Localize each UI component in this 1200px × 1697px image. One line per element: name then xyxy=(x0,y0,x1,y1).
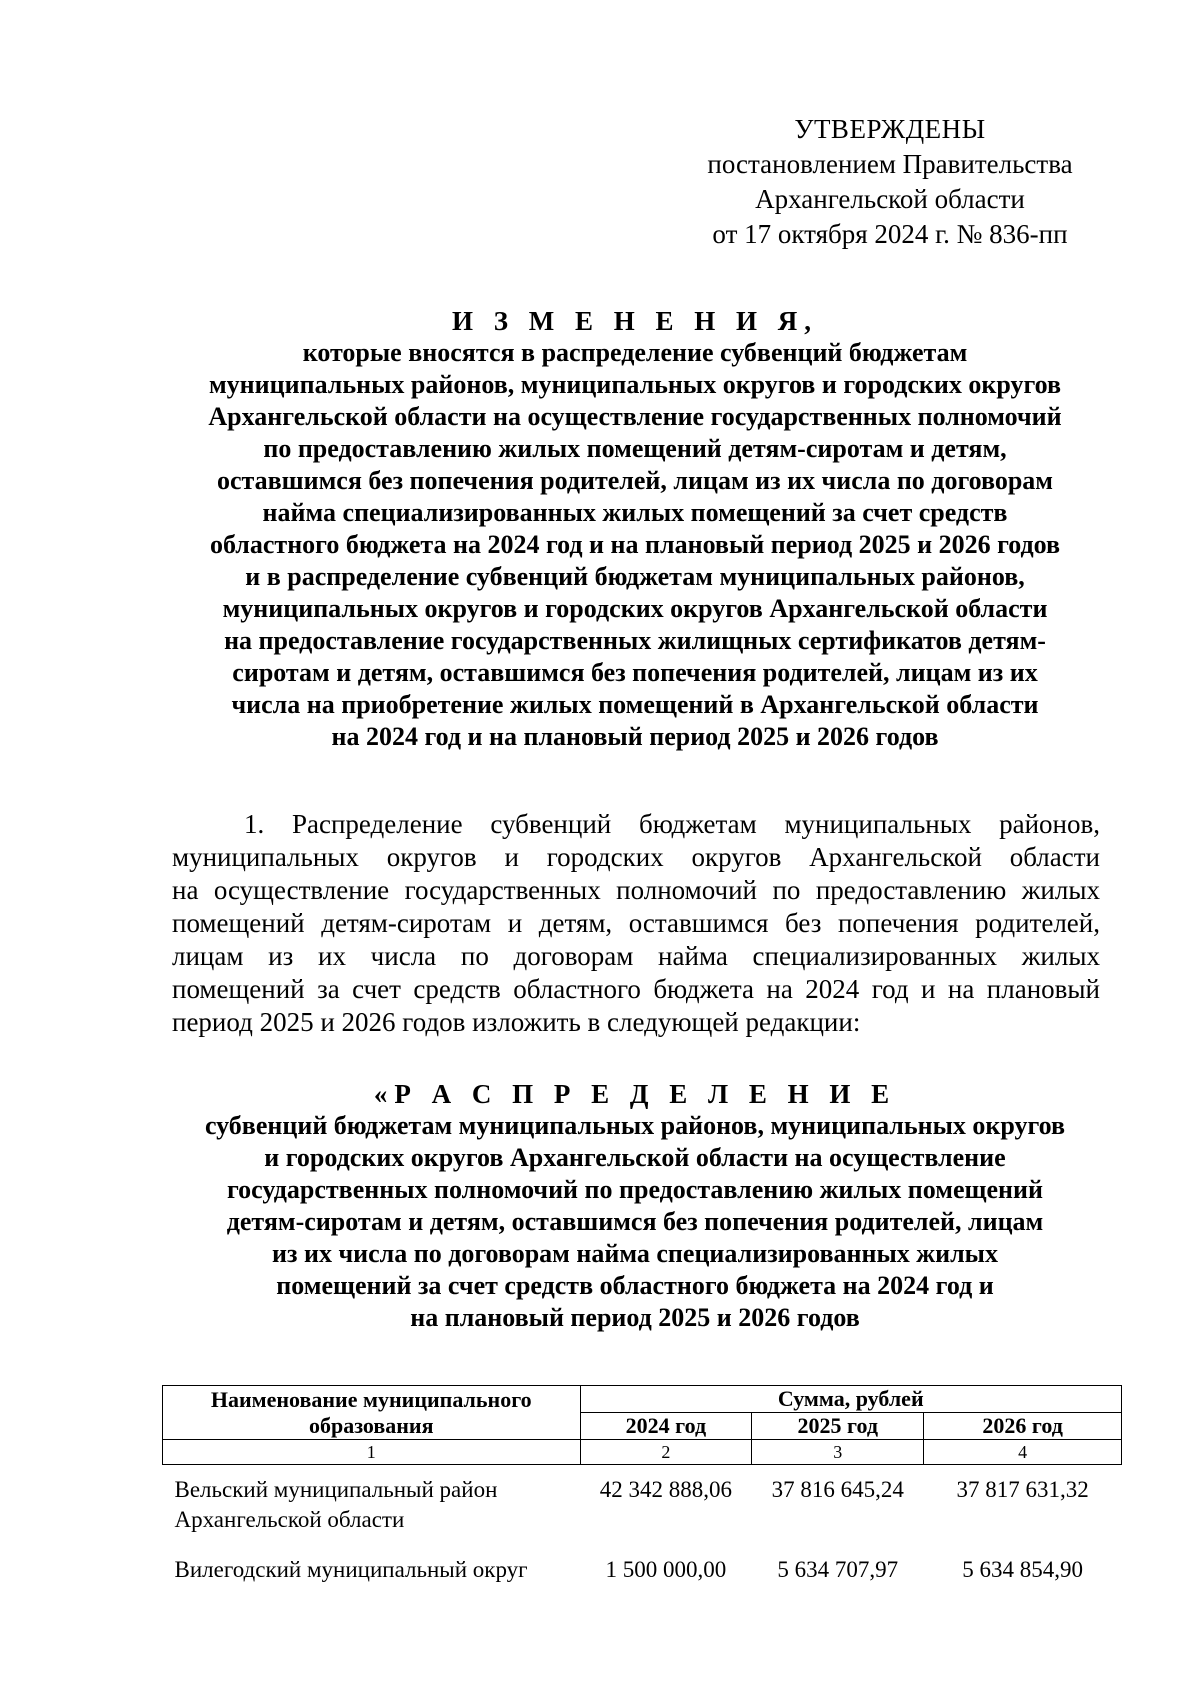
value-2024: 1 500 000,00 xyxy=(605,1557,727,1582)
municipality-name: Вилегодский муниципальный округ xyxy=(174,1557,528,1582)
year-header-2025: 2025 год xyxy=(752,1413,924,1440)
changes-line: Архангельской области на осуществление государственных полномочий xyxy=(208,402,1062,431)
table-row xyxy=(163,1465,1122,1546)
paragraph-line: на осуществление государственных полномочий по предоставлению жилых xyxy=(172,875,1100,905)
approval-label: УТВЕРЖДЕНЫ xyxy=(794,114,986,144)
changes-title: И З М Е Н Е Н И Я, xyxy=(451,306,818,336)
changes-line: числа на приобретение жилых помещений в Архангельской области xyxy=(231,690,1039,719)
paragraph-1 xyxy=(172,808,1100,1039)
distribution-line: на плановый период 2025 и 2026 годов xyxy=(410,1303,860,1332)
distribution-line: и городских округов Архангельской области на осуществление xyxy=(264,1143,1006,1172)
value-2025: 37 816 645,24 xyxy=(771,1477,904,1502)
distribution-line: государственных полномочий по предоставлению жилых помещений xyxy=(227,1175,1043,1204)
changes-line: муниципальных районов, муниципальных округов и городских округов xyxy=(208,370,1062,399)
paragraph-line: 1. Распределение субвенций бюджетам муниципальных районов, xyxy=(244,809,1100,839)
value-2025: 5 634 707,97 xyxy=(777,1557,899,1582)
value-2026: 5 634 854,90 xyxy=(962,1557,1083,1582)
value-2024: 42 342 888,06 xyxy=(599,1477,733,1502)
col-number: 2 xyxy=(580,1440,752,1465)
col-number: 4 xyxy=(924,1440,1122,1465)
col-number: 1 xyxy=(163,1440,581,1465)
paragraph-line: муниципальных округов и городских округов Архангельской области xyxy=(172,842,1100,872)
approval-line-3: от 17 октября 2024 г. № 836-пп xyxy=(712,219,1068,249)
col-number: 3 xyxy=(752,1440,924,1465)
paragraph-line: лицам из их числа по договорам найма специализированных жилых xyxy=(172,941,1100,971)
year-header-2026: 2026 год xyxy=(924,1413,1122,1440)
table-row xyxy=(163,1545,1122,1595)
paragraph-line: помещений детям-сиротам и детям, оставшимся без попечения родителей, xyxy=(172,908,1100,938)
sum-header: Сумма, рублей xyxy=(580,1386,1122,1413)
distribution-line: помещений за счет средств областного бюджета на 2024 год и xyxy=(276,1271,994,1300)
paragraph-line: период 2025 и 2026 годов изложить в следующей редакции: xyxy=(172,1007,861,1037)
approval-line-1: постановлением Правительства xyxy=(707,149,1073,179)
changes-line: найма специализированных жилых помещений за счет средств xyxy=(262,498,1008,527)
changes-line: на 2024 год и на плановый период 2025 и 2026 годов xyxy=(331,722,939,751)
distribution-title: «Р А С П Р Е Д Е Л Е Н И Е xyxy=(373,1079,897,1109)
approval-line-2: Архангельской области xyxy=(755,184,1025,214)
changes-line: областного бюджета на 2024 год и на плановый период 2025 и 2026 годов xyxy=(209,530,1061,559)
distribution-line: из их числа по договорам найма специализированных жилых xyxy=(272,1239,998,1268)
col-name-header: Наименование муниципального образования xyxy=(163,1386,581,1440)
distribution-line: субвенций бюджетам муниципальных районов, муниципальных округов xyxy=(204,1111,1066,1140)
changes-line: оставшимся без попечения родителей, лицам из их числа по договорам xyxy=(216,466,1054,495)
distribution-line: детям-сиротам и детям, оставшимся без попечения родителей, лицам xyxy=(226,1207,1044,1236)
changes-line: на предоставление государственных жилищных сертификатов детям- xyxy=(224,626,1046,655)
changes-heading xyxy=(170,305,1100,753)
approval-stamp xyxy=(700,112,1080,252)
distribution-heading xyxy=(170,1078,1100,1334)
changes-line: по предоставлению жилых помещений детям-сиротам и детям, xyxy=(263,434,1007,463)
changes-line: муниципальных округов и городских округов Архангельской области xyxy=(222,594,1048,623)
paragraph-line: помещений за счет средств областного бюджета на 2024 год и на плановый xyxy=(172,974,1100,1004)
value-2026: 37 817 631,32 xyxy=(956,1477,1089,1502)
distribution-table xyxy=(162,1385,1122,1595)
changes-line: сиротам и детям, оставшимся без попечения родителей, лицам из их xyxy=(232,658,1038,687)
year-header-2024: 2024 год xyxy=(580,1413,752,1440)
changes-line: и в распределение субвенций бюджетам муниципальных районов, xyxy=(245,562,1025,591)
municipality-name: Вельский муниципальный район Архангельской области xyxy=(174,1477,498,1532)
changes-line: которые вносятся в распределение субвенций бюджетам xyxy=(302,338,968,367)
